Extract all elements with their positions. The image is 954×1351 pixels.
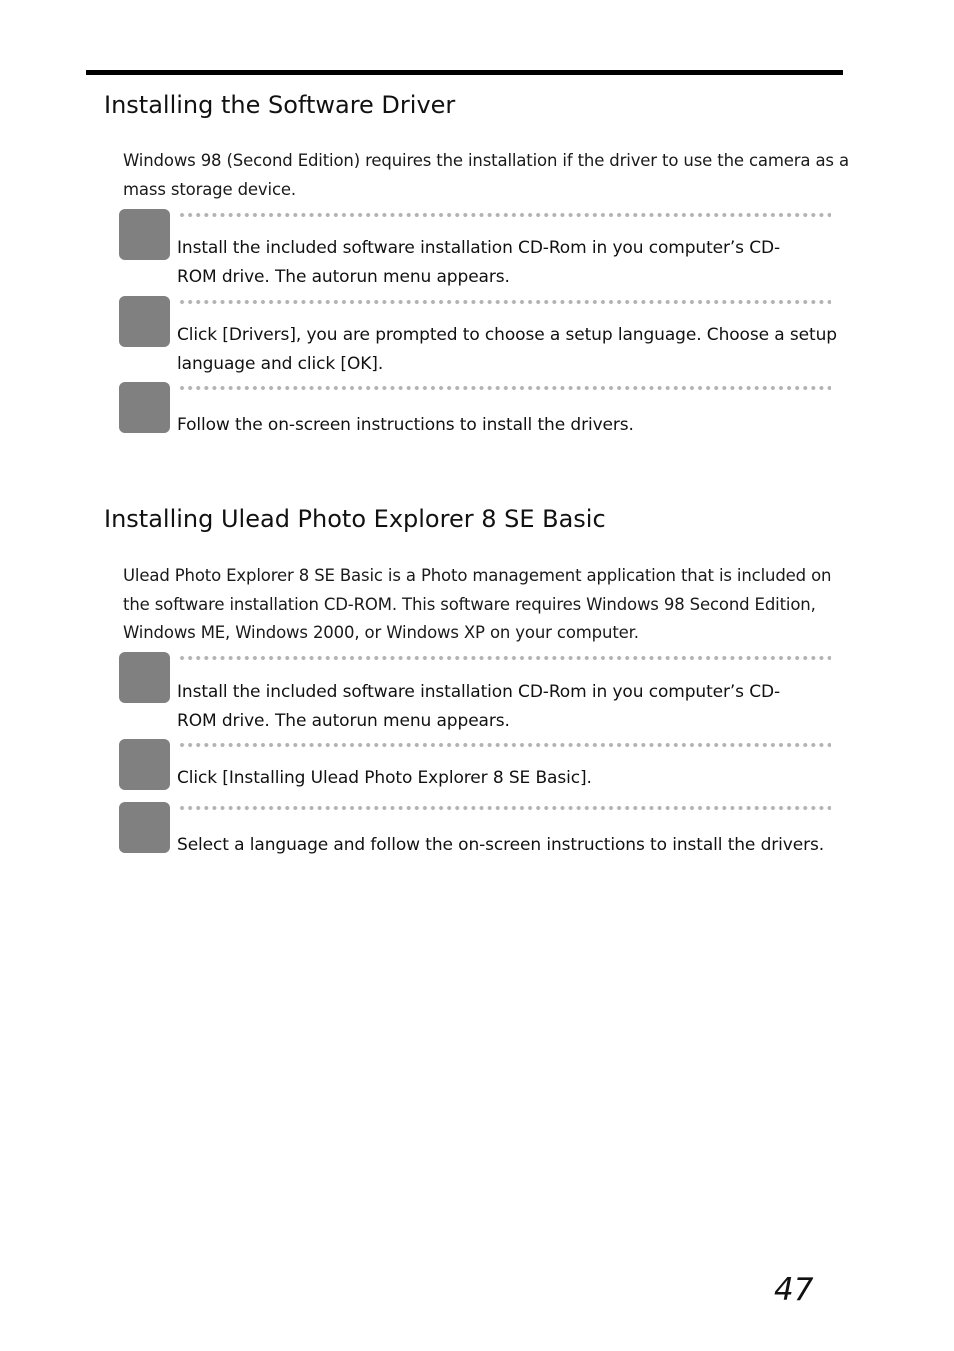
step-text: Click [Installing Ulead Photo Explorer 8 SE Basic].	[177, 768, 592, 788]
section-intro-software-driver: Windows 98 (Second Edition) requires the installation if the driver to use the camera as a mass storage device.	[123, 151, 849, 199]
step-text: Select a language and follow the on-screen instructions to install the drivers.	[177, 835, 825, 855]
step-text: Click [Drivers], you are prompted to choose a setup language. Choose a setup language and click [OK].	[177, 325, 837, 374]
section-title-ulead-photo-explorer: Installing Ulead Photo Explorer 8 SE Basic	[104, 505, 606, 533]
section-intro-ulead-photo-explorer: Ulead Photo Explorer 8 SE Basic is a Photo management application that is included on the software installation CD-ROM. This software requires Windows 98 Second Edition, Windows ME, Windows 2000, or Windows XP on your computer.	[123, 566, 832, 642]
step-number-badge	[119, 739, 170, 790]
step-number-badge	[119, 296, 170, 347]
dot-leader	[178, 655, 831, 661]
dot-leader	[178, 385, 831, 391]
top-rule	[86, 70, 843, 75]
dot-leader	[178, 212, 831, 218]
step-number-badge	[119, 382, 170, 433]
section-title-software-driver: Installing the Software Driver	[104, 91, 456, 119]
dot-leader	[178, 742, 831, 748]
dot-leader	[178, 805, 831, 811]
step-text: Install the included software installation CD-Rom in you computer’s CD-ROM drive. The autorun menu appears.	[177, 238, 781, 287]
step-number-badge	[119, 802, 170, 853]
step-text: Follow the on-screen instructions to install the drivers.	[177, 415, 634, 435]
step-number-badge	[119, 209, 170, 260]
dot-leader	[178, 299, 831, 305]
step-text: Install the included software installation CD-Rom in you computer’s CD-ROM drive. The autorun menu appears.	[177, 682, 781, 731]
page-number: 47	[774, 1272, 814, 1308]
step-number-badge	[119, 652, 170, 703]
